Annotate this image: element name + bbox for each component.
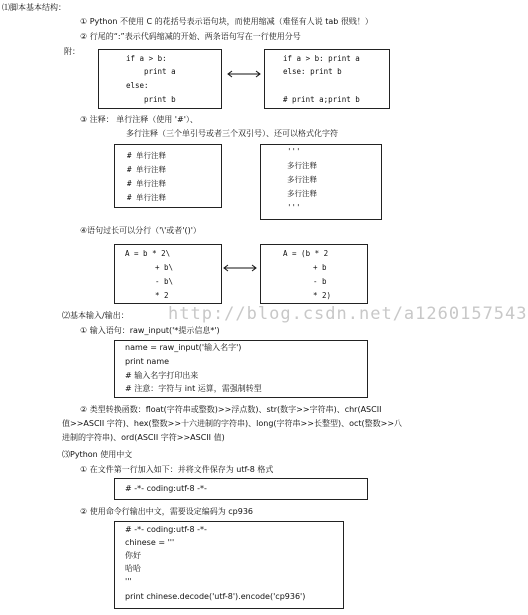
code-box-multiline — [98, 49, 222, 109]
code-line: 哈哈 — [125, 564, 141, 573]
code-line: if a > b: print a — [283, 54, 360, 63]
code-line: ''' — [125, 577, 132, 586]
section-2-heading: ⑵基本输入/输出： — [62, 311, 129, 320]
code-line: # 单行注释 — [127, 179, 167, 188]
code-line: - b\ — [155, 277, 174, 286]
para-2-2: ② 类型转换函数：float(字符串或整数)>>浮点数)、str(数字>>字符串)、chr(ASCII — [80, 405, 382, 414]
chinese-output-box — [114, 521, 344, 609]
para-1-4: ④语句过长可以分行（'\'或者'()'） — [80, 226, 201, 235]
code-line: print chinese.decode('utf-8').encode('cp936') — [125, 592, 306, 601]
code-line: - b — [313, 277, 327, 286]
code-line: # -*- coding:utf-8 -*- — [125, 484, 207, 493]
line-continuation-box — [114, 244, 222, 304]
code-line: ''' — [287, 203, 301, 212]
code-line: # -*- coding:utf-8 -*- — [125, 525, 207, 534]
double-arrow-icon — [222, 263, 258, 273]
code-line: # 注意：字符与 int 运算，需强制转型 — [125, 384, 262, 393]
code-line: # 单行注释 — [127, 165, 167, 174]
code-line: 多行注释 — [287, 161, 317, 170]
code-line: # 输入名字打印出来 — [125, 371, 199, 380]
double-arrow-icon — [226, 69, 262, 79]
code-line: 你好 — [125, 551, 141, 560]
code-line: if a > b: — [126, 54, 167, 63]
code-box-oneline — [264, 49, 390, 109]
para-3-1: ① 在文件第一行加入如下：并将文件保存为 utf-8 格式 — [80, 465, 274, 474]
code-line: + b\ — [155, 263, 174, 272]
code-line: 多行注释 — [287, 189, 317, 198]
para-1-3: ③ 注释： 单行注释（使用 '#'）、 — [80, 115, 198, 124]
code-line: # 单行注释 — [127, 151, 167, 160]
code-line: ''' — [287, 147, 301, 156]
code-line: chinese = ''' — [125, 538, 175, 547]
para-1-2: ② 行尾的“:”表示代码缩减的开始、两条语句写在一行使用分号 — [80, 32, 301, 41]
code-line: print a — [144, 67, 176, 76]
code-line: else: print b — [283, 67, 342, 76]
code-line: print b — [144, 95, 176, 104]
code-line: print name — [125, 357, 170, 366]
coding-header-box — [114, 478, 368, 500]
code-line: # 单行注释 — [127, 193, 167, 202]
section-3-heading: ⑶Python 使用中文 — [62, 450, 133, 459]
code-line: A = (b * 2 — [283, 249, 329, 258]
para-1-1: ① Python 不使用 C 的花括号表示语句块，而使用缩减（难怪有人说 tab 很贱！） — [80, 17, 373, 26]
para-2-1: ① 输入语句：raw_input('*提示信息*') — [80, 326, 220, 335]
paren-continuation-box — [260, 244, 368, 304]
para-1-3-cont: 多行注释（三个单引号或者三个双引号）、还可以格式化字符 — [126, 129, 338, 138]
para-1-2-note: 附： — [64, 47, 80, 56]
section-1-heading: ⑴脚本基本结构： — [2, 3, 66, 12]
code-line: else: — [126, 81, 149, 90]
para-3-2: ② 使用命令行输出中文，需要设定编码为 cp936 — [80, 507, 254, 516]
multi-comment-box — [260, 144, 382, 220]
para-2-2-cont2: 进制的字符串)、ord(ASCII 字符>>ASCII 值) — [62, 433, 225, 442]
code-line: * 2 — [155, 291, 169, 300]
code-line: + b — [313, 263, 327, 272]
watermark: http://blog.csdn.net/a1260157543 — [168, 304, 528, 324]
code-line: # print a;print b — [283, 95, 360, 104]
code-line: 多行注释 — [287, 175, 317, 184]
code-line: * 2) — [313, 291, 332, 300]
code-line: A = b * 2\ — [125, 249, 171, 258]
code-line: name = raw_input('输入名字') — [125, 343, 242, 352]
para-2-2-cont: 值>>ASCII 字符)、hex(整数>>十六进制的字符串)、long(字符串>>长整型)、oct(整数>>八 — [62, 419, 403, 428]
input-example-box — [114, 340, 368, 398]
single-comment-box — [114, 144, 222, 208]
